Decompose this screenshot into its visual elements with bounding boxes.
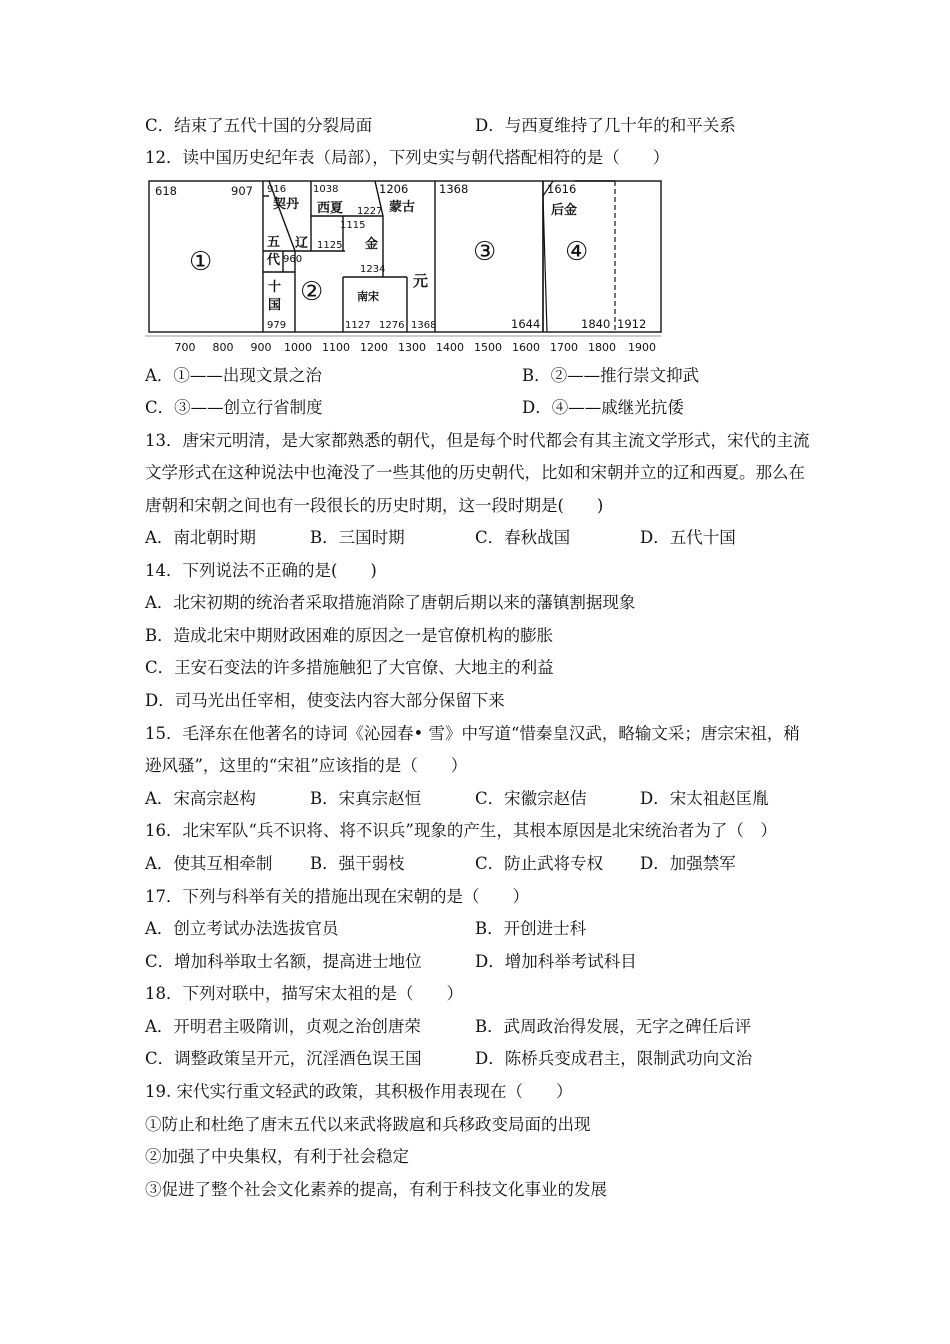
q13-option-d: D．五代十国 — [640, 528, 736, 547]
dynasty-label: 辽 — [295, 236, 309, 251]
dynasty-label: 代 — [267, 253, 281, 268]
q14-option-c: C．王安石变法的许多措施触犯了大官僚、大地主的利益 — [145, 658, 554, 677]
q17-option-c: C．增加科举取士名额，提高进士地位 — [145, 952, 422, 971]
q12-option-c: C．③——创立行省制度 — [145, 398, 323, 417]
year-label: 1912 — [617, 317, 647, 331]
dynasty-label: 五 — [267, 235, 281, 250]
q15-option-b: B．宋真宗赵恒 — [310, 789, 422, 808]
q11-option-c: C．结束了五代十国的分裂局面 — [145, 116, 373, 135]
axis-tick: 1200 — [360, 341, 388, 354]
q15-option-c: C．宋徽宗赵佶 — [475, 789, 587, 808]
q13-option-c: C．春秋战国 — [475, 528, 571, 547]
circle-1: ① — [189, 247, 213, 277]
year-label: 979 — [267, 320, 287, 331]
q14-option-b: B．造成北宋中期财政困难的原因之一是官僚机构的膨胀 — [145, 626, 554, 645]
q15-option-d: D．宋太祖赵匡胤 — [640, 789, 769, 808]
dynasty-label: 西夏 — [317, 201, 344, 216]
q16-option-c: C．防止武将专权 — [475, 854, 604, 873]
dynasty-label: 金 — [365, 237, 379, 252]
dynasty-label: 十 — [268, 280, 282, 295]
dynasty-label: 契丹 — [273, 197, 300, 212]
axis-tick: 1300 — [398, 341, 426, 354]
q11-option-d: D．与西夏维持了几十年的和平关系 — [475, 116, 736, 135]
q16-option-d: D．加强禁军 — [640, 854, 736, 873]
axis-tick: 1900 — [628, 341, 656, 354]
axis-tick: 700 — [174, 341, 196, 354]
chronology-chart — [145, 178, 665, 356]
q18-option-b: B．武周政治得发展，无字之碑任后评 — [475, 1017, 752, 1036]
q18-stem: 18．下列对联中，描写宋太祖的是（ ） — [145, 984, 463, 1003]
circle-3: ③ — [473, 237, 497, 267]
q15-stem-line2: 逊风骚”，这里的“宋祖”应该指的是（ ） — [145, 756, 468, 775]
q12-option-d: D．④——戚继光抗倭 — [522, 398, 684, 417]
year-label: 1368 — [411, 320, 437, 331]
year-label: 1644 — [511, 317, 541, 331]
q19-item-1: ①防止和杜绝了唐末五代以来武将跋扈和兵移政变局面的出现 — [145, 1115, 591, 1134]
year-label: 1276 — [379, 320, 405, 331]
year-label: 960 — [283, 254, 303, 265]
q17-option-d: D．增加科举考试科目 — [475, 952, 637, 971]
q16-stem: 16．北宋军队“兵不识将、将不识兵”现象的产生，其根本原因是北宋统治者为了（ ） — [145, 821, 777, 840]
q18-option-d: D．陈桥兵变成君主，限制武功向文治 — [475, 1049, 753, 1068]
q17-option-a: A．创立考试办法选拔官员 — [145, 919, 339, 938]
q12-option-a: A．①——出现文景之治 — [145, 366, 322, 385]
q17-stem: 17．下列与科举有关的措施出现在宋朝的是（ ） — [145, 887, 529, 906]
year-label: 1206 — [379, 182, 409, 196]
year-label: 1368 — [439, 182, 469, 196]
q18-option-c: C．调整政策呈开元，沉淫酒色误王国 — [145, 1049, 422, 1068]
q13-stem-line1: 13．唐宋元明清，是大家都熟悉的朝代，但是每个时代都会有其主流文学形式，宋代的主流 — [145, 431, 810, 450]
axis-tick: 800 — [212, 341, 234, 354]
q16-option-a: A．使其互相牵制 — [145, 854, 273, 873]
dynasty-label: 国 — [268, 298, 282, 313]
axis-tick: 1100 — [322, 341, 350, 354]
year-label: 907 — [231, 184, 253, 198]
q19-stem: 19. 宋代实行重文轻武的政策，其积极作用表现在（ ） — [145, 1082, 573, 1101]
q12-option-b: B．②——推行崇文抑武 — [522, 366, 700, 385]
dynasty-label: 后金 — [551, 203, 578, 218]
year-label: 1115 — [340, 220, 366, 231]
axis-tick: 1000 — [284, 341, 312, 354]
q16-option-b: B．强干弱枝 — [310, 854, 405, 873]
dynasty-label: 元 — [413, 272, 429, 290]
year-label: 1616 — [547, 182, 577, 196]
year-label: 618 — [155, 184, 177, 198]
year-label: 916 — [267, 184, 287, 195]
axis-tick: 1700 — [550, 341, 578, 354]
q19-item-2: ②加强了中央集权，有利于社会稳定 — [145, 1147, 409, 1166]
q19-item-3: ③促进了整个社会文化素养的提高，有利于科技文化事业的发展 — [145, 1180, 607, 1199]
dynasty-label: 蒙古 — [389, 200, 416, 215]
year-label: 1234 — [360, 264, 386, 275]
axis-tick: 1500 — [474, 341, 502, 354]
q18-option-a: A．开明君主吸隋训，贞观之治创唐荣 — [145, 1017, 421, 1036]
q14-option-a: A．北宋初期的统治者采取措施消除了唐朝后期以来的藩镇割据现象 — [145, 593, 636, 612]
year-label: 1227 — [357, 206, 383, 217]
q14-stem: 14．下列说法不正确的是( ) — [145, 561, 377, 580]
circle-4: ④ — [565, 237, 589, 267]
q12-stem: 12．读中国历史纪年表（局部），下列史实与朝代搭配相符的是（ ） — [145, 148, 670, 167]
axis-tick: 1400 — [436, 341, 464, 354]
q13-stem-line3: 唐朝和宋朝之间也有一段很长的历史时期，这一段时期是( ) — [145, 496, 604, 515]
axis-tick: 1600 — [512, 341, 540, 354]
year-label: 1840 — [581, 317, 611, 331]
q13-stem-line2: 文学形式在这种说法中也淹没了一些其他的历史朝代，比如和宋朝并立的辽和西夏。那么在 — [145, 463, 805, 482]
q13-option-b: B．三国时期 — [310, 528, 405, 547]
year-label: 1125 — [317, 240, 343, 251]
axis-tick: 900 — [250, 341, 272, 354]
q14-option-d: D．司马光出任宰相，使变法内容大部分保留下来 — [145, 691, 505, 710]
q13-option-a: A．南北朝时期 — [145, 528, 256, 547]
q15-stem-line1: 15．毛泽东在他著名的诗词《沁园春• 雪》中写道“惜秦皇汉武，略输文采；唐宗宋祖，稍 — [145, 724, 800, 743]
circle-2: ② — [300, 277, 324, 307]
q17-option-b: B．开创进士科 — [475, 919, 587, 938]
year-label: 1127 — [345, 320, 371, 331]
dynasty-label: 南宋 — [357, 290, 379, 303]
q15-option-a: A．宋高宗赵构 — [145, 789, 256, 808]
year-label: 1038 — [313, 184, 339, 195]
axis-tick: 1800 — [588, 341, 616, 354]
